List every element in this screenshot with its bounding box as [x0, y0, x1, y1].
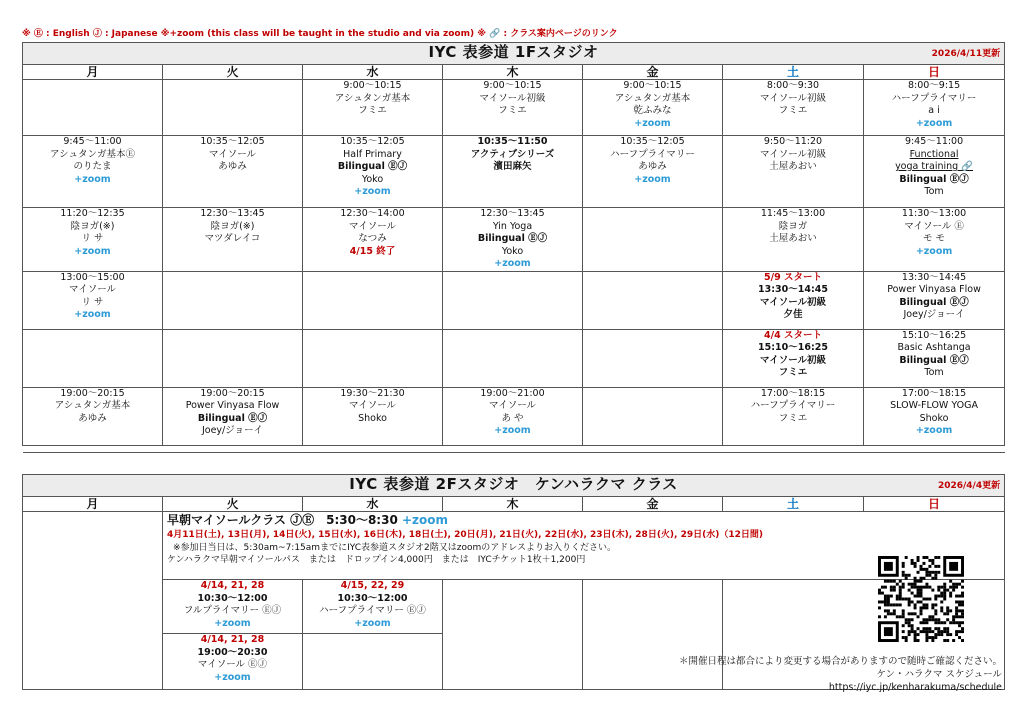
zoom-tag: +zoom: [915, 245, 953, 257]
class-line: Yoko: [361, 173, 384, 185]
class-line: 9:45～11:00: [904, 136, 964, 147]
class-cell: [23, 329, 163, 387]
zoom-tag: +zoom: [634, 117, 671, 129]
class-cell: [23, 271, 163, 329]
class-line: マイソール: [348, 400, 397, 411]
class-line: リ サ: [81, 233, 104, 244]
zoom-tag: +zoom: [74, 173, 111, 185]
class-line: あ や: [501, 412, 524, 424]
studio2-tue-class-2: [163, 634, 303, 690]
class-line: マイソール: [488, 400, 537, 411]
class-line: a i: [928, 105, 940, 116]
early-mysore-title: 早朝マイソールクラス ⒿⒺ 5:30～8:30: [167, 513, 398, 527]
class-line: フミエ: [358, 105, 387, 116]
class-line: マツダレイコ: [204, 233, 261, 244]
class-line: 9:00～10:15: [623, 80, 682, 91]
class-line: Power Vinyasa Flow: [887, 284, 981, 295]
studio1-timeslot-row: [23, 387, 1005, 445]
class-line: フミエ: [778, 367, 808, 378]
class-line[interactable]: yoga training 🔗: [895, 161, 974, 172]
class-line: あゆみ: [78, 412, 107, 424]
zoom-tag: +zoom: [74, 245, 111, 257]
schedule-note: ＊開催日程は都合により変更する場合がありますので随時ご確認ください。: [678, 656, 1002, 667]
class-line: マイソール初級: [759, 296, 827, 308]
class-cell: [303, 329, 443, 387]
studio2-mon-blank: [23, 512, 163, 580]
class-line: 10:35～11:50: [477, 136, 548, 147]
zoom-tag: +zoom: [214, 617, 251, 629]
class-line: 8:00～9:30: [766, 80, 820, 91]
zoom-tag: +zoom: [74, 309, 111, 320]
class-line: Yin Yoga: [492, 220, 533, 232]
class-cell: [23, 80, 163, 136]
class-line[interactable]: Functional: [909, 148, 959, 160]
zoom-tag: +zoom: [494, 258, 531, 269]
studio1-title: IYC 表参道 1Fスタジオ: [428, 42, 599, 61]
class-cell: [303, 136, 443, 208]
class-cell: [723, 208, 864, 272]
studio1-day-header: 水: [303, 65, 443, 80]
studio2-fri-cell: [583, 580, 723, 690]
class-cell: [23, 387, 163, 445]
class-line: フミエ: [778, 105, 808, 116]
class-cell: [583, 271, 723, 329]
class-cell: [443, 208, 583, 272]
class-line: 陰ヨガ(※): [210, 220, 255, 232]
class-cell: [723, 136, 864, 208]
legend-note: ※ Ⓔ : English Ⓙ : Japanese ※+zoom (this class will be taught in the studio and via zoom) ※ 🔗 : クラス案内ページのリンク: [22, 29, 618, 39]
class-line: Tom: [924, 186, 944, 197]
class-line: 4/14, 21, 28: [200, 634, 265, 645]
class-cell: [583, 136, 723, 208]
class-line: アシュタンガ基本: [54, 400, 131, 411]
class-line: Half Primary: [343, 148, 402, 160]
studio2-day-header: 土: [723, 497, 864, 512]
early-mysore-dates: 4月11日(土), 13日(月), 14日(火), 15日(水), 16日(木), 18日(土), 20日(月), 21日(火), 22日(水), 23日(木), 28日(火), 29日(水)（12日間): [167, 530, 763, 540]
class-line: 陰ヨガ(※): [70, 220, 115, 232]
class-line: 19:00～20:30: [197, 646, 268, 658]
class-cell: [864, 80, 1005, 136]
class-line: 12:30～14:00: [340, 208, 405, 219]
class-line: マイソール初級: [759, 354, 827, 366]
class-line: Yoko: [501, 245, 524, 257]
class-cell: [864, 387, 1005, 445]
class-line: ハーフプライマリー: [610, 148, 695, 160]
early-mysore-heading: [167, 512, 1004, 529]
studio2-day-header: 水: [303, 497, 443, 512]
class-line: Bilingual ⒺⒿ: [197, 412, 268, 424]
class-line: アシュタンガ基本Ⓔ: [50, 148, 135, 160]
class-cell: [864, 329, 1005, 387]
zoom-tag: +zoom: [915, 425, 953, 436]
studio1-header: [23, 43, 1005, 65]
class-line: 19:30～21:30: [340, 387, 405, 399]
class-cell: [443, 80, 583, 136]
class-line: 9:50～11:20: [763, 136, 823, 147]
class-line: ハーフプライマリー: [750, 400, 836, 411]
class-line: 15:10～16:25: [901, 329, 967, 341]
class-line: 4/15 終了: [349, 245, 396, 257]
class-line: 10:30～12:00: [337, 592, 408, 604]
class-line: Bilingual ⒺⒿ: [337, 161, 408, 172]
class-line: Basic Ashtanga: [897, 342, 971, 353]
class-line: マイソール初級: [759, 92, 827, 104]
class-cell: [163, 208, 303, 272]
studio1-updated: 2026/4/11更新: [931, 49, 1001, 59]
class-cell: [443, 271, 583, 329]
class-cell: [303, 80, 443, 136]
class-line: マイソール初級: [479, 92, 546, 104]
class-line: 土屋あおい: [769, 233, 817, 244]
class-line: 15:10～16:25: [758, 342, 828, 353]
class-cell: [864, 208, 1005, 272]
studio1-timeslot-row: [23, 271, 1005, 329]
class-line: 13:30～14:45: [758, 284, 828, 295]
class-line: 11:30～13:00: [901, 208, 967, 219]
class-line: Shoko: [919, 412, 949, 424]
class-line: アクティブシリーズ: [470, 148, 555, 160]
class-line: マイソール初級: [759, 148, 827, 160]
studio2-day-header: 金: [583, 497, 723, 512]
class-line: Joey/ジョーイ: [201, 425, 264, 436]
class-line: Bilingual ⒺⒿ: [899, 354, 969, 366]
class-line: Bilingual ⒺⒿ: [899, 296, 969, 308]
class-line: 12:30～13:45: [200, 208, 265, 219]
class-cell: [723, 80, 864, 136]
studio2-wed-cell-2: [303, 634, 443, 690]
class-line: Power Vinyasa Flow: [185, 400, 280, 411]
class-line: マイソール: [208, 148, 257, 160]
class-line: なつみ: [358, 233, 387, 244]
class-cell: [723, 329, 864, 387]
studio1-day-header: 日: [864, 65, 1005, 80]
class-line: 17:00～18:15: [901, 387, 967, 399]
class-line: 4/14, 21, 28: [200, 580, 265, 591]
class-line: 濱田麻矢: [493, 161, 532, 172]
class-line: 10:30～12:00: [197, 592, 268, 604]
class-line: ハーフプライマリー: [891, 92, 977, 104]
class-line: 11:20～12:35: [60, 208, 125, 219]
class-cell: [443, 329, 583, 387]
studio2-header: [23, 475, 1005, 497]
schedule-label: ケン・ハラクマ スケジュール: [876, 669, 1002, 680]
zoom-tag: +zoom: [214, 671, 251, 683]
zoom-tag: +zoom: [494, 425, 531, 436]
zoom-tag: +zoom: [634, 173, 671, 185]
class-line: 17:00～18:15: [760, 387, 826, 399]
studio2-day-header: 火: [163, 497, 303, 512]
class-cell: [583, 329, 723, 387]
studio2-day-header: 木: [443, 497, 583, 512]
class-line: あゆみ: [218, 161, 247, 172]
studio1-timeslot-row: [23, 136, 1005, 208]
class-cell: [443, 136, 583, 208]
class-line: 陰ヨガ: [778, 220, 808, 232]
class-line: 8:00～9:15: [907, 80, 961, 91]
studio1-day-header: 土: [723, 65, 864, 80]
early-mysore-price: ケンハラクマ早朝マイソールパス または ドロップイン4,000円 または IYCチケット1枚＋1,200円: [167, 555, 586, 565]
class-cell: [23, 136, 163, 208]
class-cell: [303, 387, 443, 445]
class-line: 10:35～12:05: [340, 136, 405, 147]
class-line: 9:00～10:15: [343, 80, 402, 91]
studio2-day-header: 月: [23, 497, 163, 512]
class-cell: [583, 387, 723, 445]
studio1-day-header: 金: [583, 65, 723, 80]
class-line: Tom: [924, 367, 944, 378]
class-line: マイソール ⒺⒿ: [197, 659, 268, 670]
studio2-title: IYC 表参道 2Fスタジオ ケンハラクマ クラス: [349, 474, 678, 493]
class-cell: [163, 136, 303, 208]
studio1-timetable: [22, 42, 1005, 453]
class-line: 土屋あおい: [769, 161, 817, 172]
class-line: 10:35～12:05: [200, 136, 265, 147]
class-line: フミエ: [498, 105, 527, 116]
studio1-timeslot-row: [23, 208, 1005, 272]
class-cell: [723, 271, 864, 329]
class-line: Joey/ジョーイ: [903, 309, 965, 320]
class-line: フルプライマリー ⒺⒿ: [183, 605, 282, 616]
schedule-url-link[interactable]: https://iyc.jp/kenharakuma/schedule: [828, 682, 1002, 693]
class-cell: [303, 208, 443, 272]
studio2-wed-class-1: [303, 580, 443, 634]
class-line: あゆみ: [638, 161, 667, 172]
class-line: リ サ: [81, 296, 104, 308]
qr-code-icon[interactable]: [876, 556, 966, 642]
class-line: Shoko: [358, 412, 387, 424]
studio1-timeslot-row: [23, 329, 1005, 387]
class-line: のりたま: [73, 161, 112, 172]
class-line: アシュタンガ基本: [614, 92, 691, 104]
class-cell: [443, 387, 583, 445]
class-line: ハーフプライマリー ⒺⒿ: [319, 605, 426, 616]
zoom-tag: +zoom: [354, 617, 391, 629]
class-cell: [723, 387, 864, 445]
class-line: 19:00～21:00: [480, 387, 545, 399]
class-line: フミエ: [778, 412, 808, 424]
studio2-updated: 2026/4/4更新: [937, 481, 1001, 491]
class-line: 13:30～14:45: [901, 271, 967, 283]
class-cell: [163, 271, 303, 329]
studio1-timeslot-row: [23, 80, 1005, 136]
zoom-tag: +zoom: [354, 186, 391, 197]
class-line: 乾ふみな: [633, 105, 672, 116]
class-line: 4/4 スタート: [764, 329, 822, 341]
class-cell: [583, 80, 723, 136]
studio1-day-header: 月: [23, 65, 163, 80]
class-line: 10:35～12:05: [620, 136, 685, 147]
class-line: 19:00～20:15: [60, 387, 125, 399]
studio1-day-header: 火: [163, 65, 303, 80]
class-cell: [163, 329, 303, 387]
class-line: Bilingual ⒺⒿ: [477, 233, 548, 244]
studio2-thu-cell: [443, 580, 583, 690]
early-mysore-zoom: +zoom: [401, 513, 449, 527]
studio1-day-header: 木: [443, 65, 583, 80]
studio2-mon-cell: [23, 580, 163, 690]
class-line: 13:00～15:00: [60, 271, 125, 283]
table-separator: [23, 445, 1005, 452]
class-cell: [163, 80, 303, 136]
class-cell: [303, 271, 443, 329]
class-line: 5/9 スタート: [764, 271, 822, 283]
class-line: マイソール: [68, 284, 117, 295]
class-line: 11:45～13:00: [760, 208, 826, 219]
class-line: 19:00～20:15: [200, 387, 265, 399]
class-cell: [23, 208, 163, 272]
class-line: 9:45～11:00: [63, 136, 122, 147]
class-line: マイソール Ⓔ: [904, 220, 964, 232]
early-mysore-note: ※参加日当日は、5:30am~7:15amまでにIYC表参道スタジオ2階又はzoomのアドレスよりお入りください。: [173, 542, 616, 553]
zoom-tag: +zoom: [915, 117, 953, 129]
class-line: 12:30～13:45: [480, 208, 545, 219]
class-line: アシュタンガ基本: [334, 92, 411, 104]
class-line: マイソール: [348, 220, 397, 232]
class-line: Bilingual ⒺⒿ: [899, 173, 969, 185]
class-line: 夕佳: [783, 309, 803, 320]
class-line: モ モ: [923, 233, 946, 244]
class-cell: [583, 208, 723, 272]
class-cell: [864, 271, 1005, 329]
class-line: 9:00～10:15: [483, 80, 542, 91]
class-line: 4/15, 22, 29: [340, 580, 405, 591]
class-line: SLOW-FLOW YOGA: [890, 400, 978, 411]
studio2-day-header: 日: [864, 497, 1005, 512]
class-cell: [163, 387, 303, 445]
class-cell: [864, 136, 1005, 208]
studio2-tue-class-1: [163, 580, 303, 634]
